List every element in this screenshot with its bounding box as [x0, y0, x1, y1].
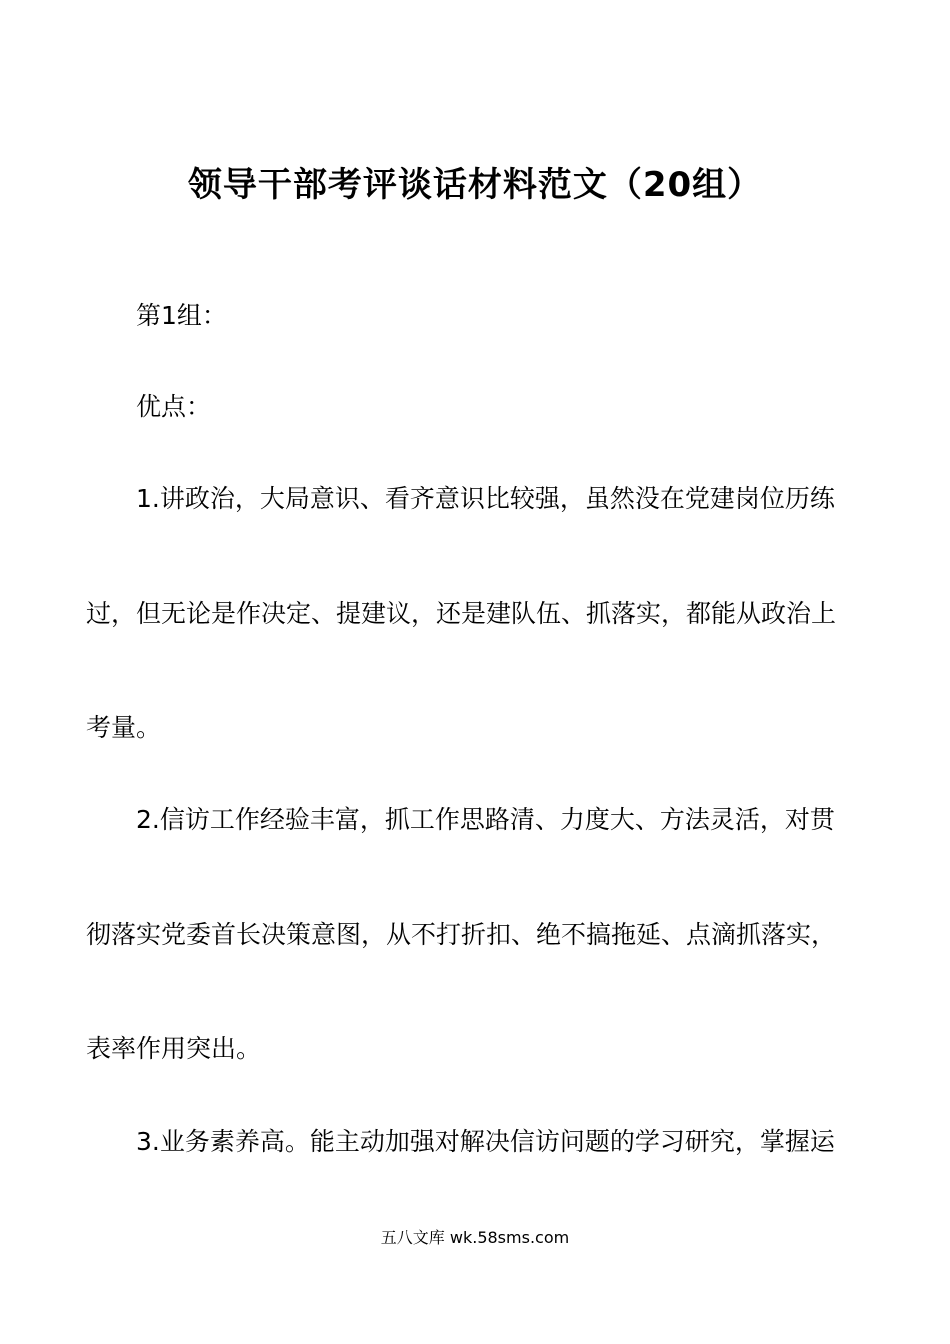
paragraph-1-line-2: 过，但无论是作决定、提建议，还是建队伍、抓落实，都能从政治上: [86, 599, 837, 628]
paragraph-2-line-2: 彻落实党委首长决策意图，从不打折扣、绝不搞拖延、点滴抓落实，: [86, 920, 837, 949]
group-heading: 第1组：: [136, 301, 227, 330]
paragraph-1-line-3: 考量。: [86, 713, 162, 742]
paragraph-2-line-3: 表率作用突出。: [86, 1034, 262, 1063]
paragraph-1-line-1: 1.讲政治，大局意识、看齐意识比较强，虽然没在党建岗位历练: [136, 484, 835, 513]
section-heading: 优点：: [136, 392, 212, 421]
footer-watermark: 五八文库 wk.58sms.com: [380, 1228, 570, 1247]
paragraph-2-line-1: 2.信访工作经验丰富，抓工作思路清、力度大、方法灵活，对贯: [136, 805, 835, 834]
document-title: 领导干部考评谈话材料范文（20组）: [187, 165, 763, 205]
paragraph-3-line-1: 3.业务素养高。能主动加强对解决信访问题的学习研究，掌握运: [136, 1127, 835, 1156]
